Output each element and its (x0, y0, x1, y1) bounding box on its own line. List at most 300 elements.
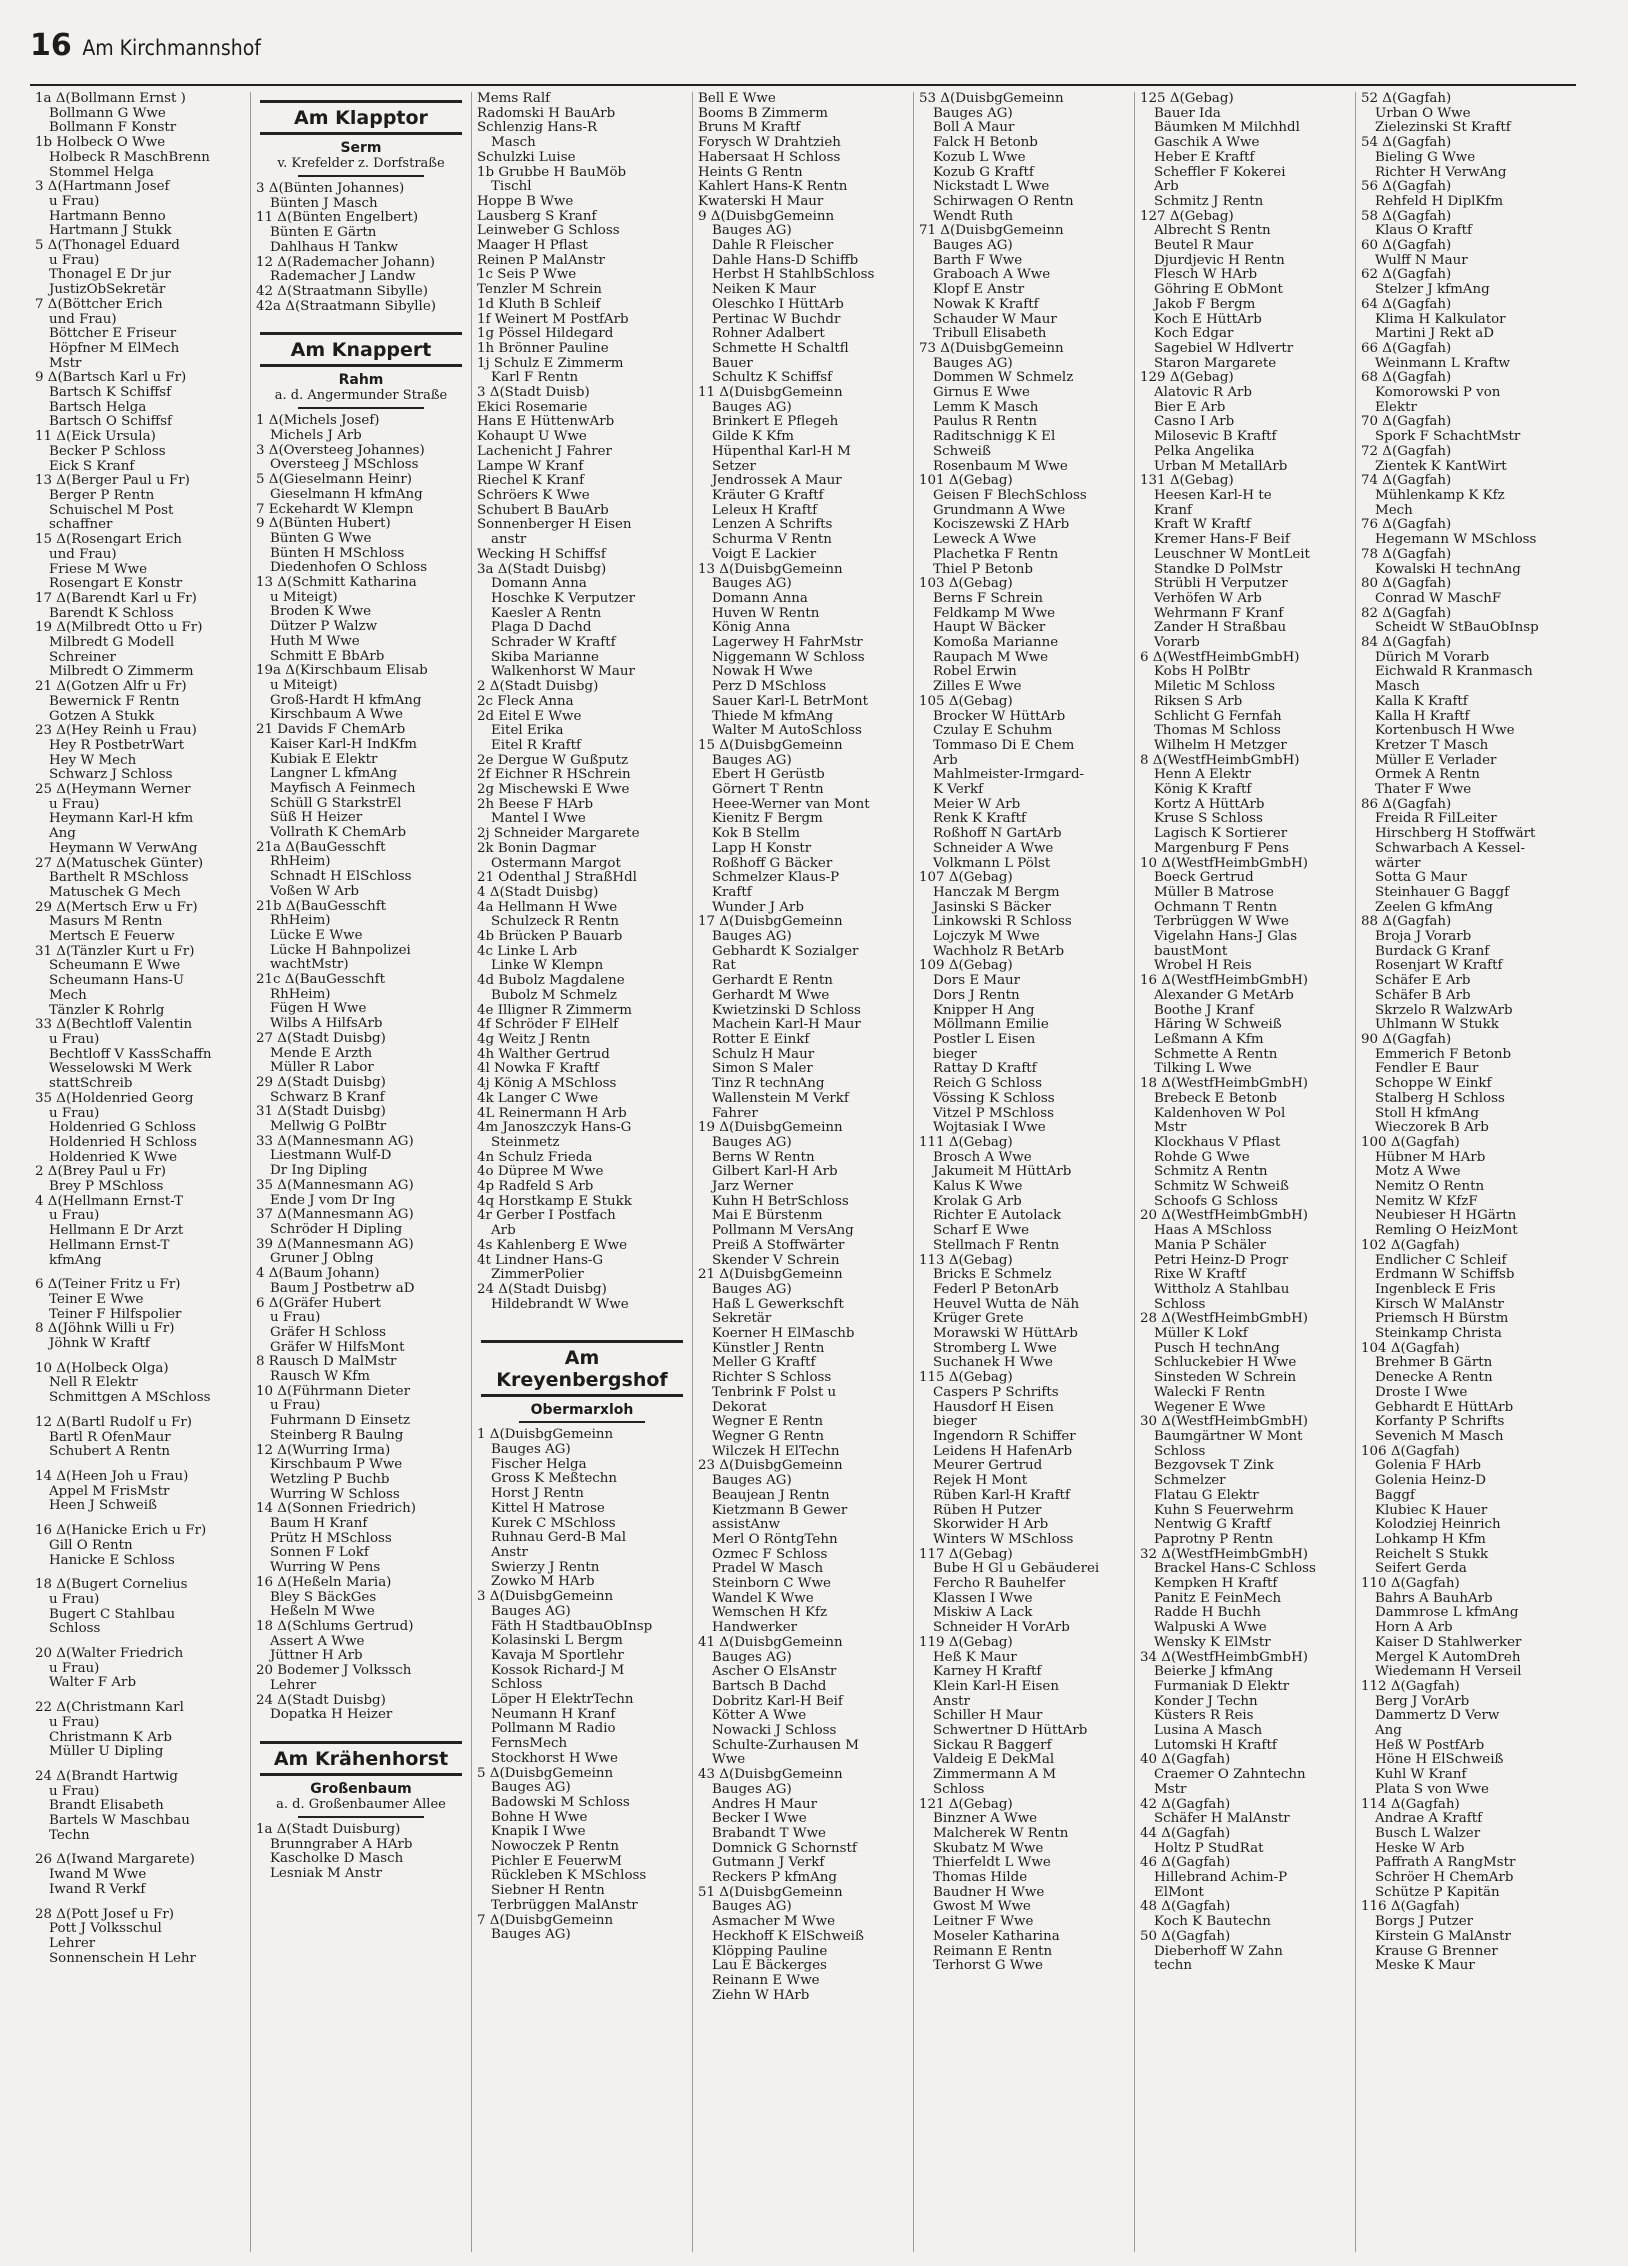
resident-entry: Bartl R OfenMaur (49, 1430, 171, 1445)
resident-entry: u Miteigt) (270, 678, 338, 693)
resident-entry: Baum J Postbetrw aD (270, 1281, 415, 1296)
house-entry: 43 Δ(DuisbgGemeinn (698, 1768, 843, 1783)
resident-entry: Rattay D Kraftf (933, 1062, 1037, 1077)
house-entry: 6 Δ(Gräfer Hubert (256, 1296, 381, 1311)
resident-entry: Bartsch Helga (49, 400, 147, 415)
resident-entry: Lenzen A Schrifts (712, 518, 833, 533)
resident-entry: ZimmerPolier (491, 1268, 584, 1283)
resident-entry: Postler L Eisen (933, 1033, 1036, 1047)
resident-entry: Dopatka H Heizer (270, 1708, 393, 1723)
house-entry: 1h Brönner Pauline (477, 341, 609, 356)
resident-entry: Meske K Maur (1375, 1959, 1475, 1974)
resident-entry: Milbredt G Modell (49, 636, 175, 651)
house-entry: Tenzler M Schrein (477, 283, 602, 298)
resident-entry: Bauges AG) (491, 1604, 571, 1619)
resident-entry: Klein Karl-H Eisen (933, 1679, 1059, 1694)
resident-entry: RhHeim) (270, 987, 331, 1002)
house-entry: 4k Langer C Wwe (477, 1091, 599, 1106)
resident-entry: Gräfer H Schloss (270, 1325, 386, 1340)
resident-entry: Bünten G Wwe (270, 531, 372, 546)
resident-entry: Jakob F Bergm (1154, 297, 1256, 312)
resident-entry: Bauer Ida (1154, 106, 1221, 121)
resident-entry: Thierfeldt L Wwe (933, 1856, 1051, 1871)
resident-entry: Bauges AG) (712, 1650, 792, 1665)
resident-entry: Schröer H ChemArb (1375, 1871, 1514, 1886)
resident-entry: Horn A Arb (1375, 1621, 1453, 1636)
resident-entry: Schauder W Maur (933, 312, 1057, 327)
resident-entry: Reich G Schloss (933, 1077, 1043, 1092)
resident-entry: Kalla K Kraftf (1375, 694, 1468, 709)
resident-entry: Walpuski A Wwe (1154, 1621, 1267, 1636)
house-entry: 37 Δ(Mannesmann AG) (256, 1208, 414, 1223)
resident-entry: Verhöfen W Arb (1154, 591, 1262, 606)
house-entry: 11 Δ(Bünten Engelbert) (256, 211, 419, 226)
resident-entry: Bauges AG) (712, 1135, 792, 1150)
directory-column (250, 92, 471, 2252)
resident-entry: Leleux H Kraftf (712, 503, 818, 518)
resident-entry: Gerhardt M Wwe (712, 988, 830, 1003)
house-entry: 39 Δ(Mannesmann AG) (256, 1237, 414, 1252)
resident-entry: Haas A MSchloss (1154, 1224, 1272, 1239)
resident-entry: Ozmec F Schloss (712, 1547, 828, 1562)
house-entry: 90 Δ(Gagfah) (1361, 1033, 1452, 1047)
resident-entry: Dahle Hans-D Schiffb (712, 253, 859, 268)
resident-entry: Künstler J Rentn (712, 1341, 825, 1356)
district-heading: Großenbaum (310, 1780, 412, 1797)
spacer (477, 1312, 687, 1322)
resident-entry: Gilbert Karl-H Arb (712, 1165, 838, 1180)
resident-entry: Kaiser Karl-H IndKfm (270, 737, 417, 752)
resident-entry: Broden K Wwe (270, 605, 372, 620)
house-entry: 6 Δ(Teiner Fritz u Fr) (35, 1278, 181, 1293)
resident-entry: Kaiser D Stahlwerker (1375, 1635, 1522, 1650)
resident-entry: Kok B Stellm (712, 827, 800, 842)
house-entry: Forysch W Drahtzieh (698, 136, 841, 151)
resident-entry: Handwerker (712, 1621, 798, 1636)
resident-entry: Erdmann W Schiffsb (1375, 1268, 1515, 1283)
resident-entry: Schäfer B Arb (1375, 988, 1471, 1003)
resident-entry: Thiede M kfmAng (712, 709, 834, 724)
page-header (30, 28, 261, 63)
resident-entry: Jüttner H Arb (270, 1649, 363, 1664)
resident-entry: Langner L kfmAng (270, 767, 398, 782)
house-entry: 4d Bubolz Magdalene (477, 974, 625, 989)
resident-entry: Kretzer T Masch (1375, 738, 1489, 753)
resident-entry: Wieczorek B Arb (1375, 1121, 1489, 1136)
resident-entry: Krolak G Arb (933, 1194, 1022, 1209)
house-entry: 21c Δ(BauGesschft (256, 973, 385, 988)
resident-entry: Elektr (1375, 400, 1417, 415)
resident-entry: Boeck Gertrud (1154, 871, 1254, 886)
directory-column (913, 92, 1134, 2252)
resident-entry: Malcherek W Rentn (933, 1826, 1069, 1841)
spacer (256, 314, 466, 324)
resident-entry: Holbeck R MaschBrenn (49, 150, 210, 165)
resident-entry: Haupt W Bäcker (933, 621, 1046, 636)
district-heading: Rahm (338, 372, 384, 389)
resident-entry: Wandel K Wwe (712, 1591, 814, 1606)
resident-entry: Burdack G Kranf (1375, 944, 1490, 959)
resident-entry: Bauges AG) (933, 106, 1013, 121)
resident-entry: Dützer P Walzw (270, 620, 378, 635)
resident-entry: Wurring W Schloss (270, 1487, 400, 1502)
resident-entry: Endlicher C Schleif (1375, 1253, 1507, 1268)
resident-entry: Suchanek H Wwe (933, 1356, 1053, 1371)
house-entry: 103 Δ(Gebag) (919, 577, 1013, 592)
house-entry: 7 Δ(DuisbgGemeinn (477, 1913, 614, 1928)
resident-entry: Nentwig G Kraftf (1154, 1518, 1271, 1533)
resident-entry: Kortenbusch H Wwe (1375, 724, 1515, 739)
resident-entry: Schüll G StarkstrEl (270, 796, 402, 811)
resident-entry: Hüpenthal Karl-H M (712, 444, 851, 459)
resident-entry: Ruhnau Gerd-B Mal (491, 1531, 627, 1546)
resident-entry: Paffrath A RangMstr (1375, 1856, 1516, 1871)
house-entry: 60 Δ(Gagfah) (1361, 239, 1452, 254)
house-entry: 21 Δ(Gotzen Alfr u Fr) (35, 680, 187, 695)
house-entry: Kwaterski H Maur (698, 194, 824, 209)
resident-entry: Kraftf (712, 885, 752, 900)
resident-entry: Kolasinski L Bergm (491, 1634, 623, 1649)
resident-entry: Hübner M HArb (1375, 1150, 1486, 1165)
resident-entry: Petri Heinz-D Progr (1154, 1253, 1289, 1268)
resident-entry: Girnus E Wwe (933, 386, 1030, 401)
resident-entry: Lagisch K Sortierer (1154, 827, 1288, 842)
resident-entry: Dekorat (712, 1400, 767, 1415)
resident-entry: Sonnen F Lokf (270, 1546, 369, 1561)
resident-entry: Schurma V Rentn (712, 533, 832, 548)
resident-entry: stattSchreib (49, 1077, 133, 1092)
house-entry: 111 Δ(Gebag) (919, 1135, 1013, 1150)
resident-entry: Vigelahn Hans-J Glas (1154, 930, 1298, 945)
resident-entry: Bube H Gl u Gebäuderei (933, 1562, 1100, 1577)
house-entry: 24 Δ(Brandt Hartwig (35, 1769, 179, 1784)
resident-entry: Fercho R Bauhelfer (933, 1577, 1066, 1592)
resident-entry: Neubieser H HGärtn (1375, 1209, 1517, 1224)
resident-entry: Brabandt T Wwe (712, 1826, 826, 1841)
resident-entry: Neiken K Maur (712, 283, 816, 298)
resident-entry: Hillebrand Achim-P (1154, 1871, 1288, 1886)
resident-entry: u Frau) (49, 1784, 100, 1799)
resident-entry: Klöpping Pauline (712, 1944, 828, 1959)
house-entry: 21a Δ(BauGesschft (256, 840, 386, 855)
resident-entry: Bauges AG) (712, 1282, 792, 1297)
house-entry: Wecking H Schiffsf (477, 547, 606, 562)
house-entry: 73 Δ(DuisbgGemeinn (919, 341, 1064, 356)
house-entry: 4m Janoszczyk Hans-G (477, 1121, 632, 1136)
resident-entry: Mstr (49, 356, 82, 371)
resident-entry: Stellmach F Rentn (933, 1238, 1060, 1253)
resident-entry: Djurdjevic H Rentn (1154, 253, 1285, 268)
resident-entry: Scharf E Wwe (933, 1224, 1030, 1239)
resident-entry: Böttcher E Friseur (49, 327, 177, 342)
resident-entry: Lohkamp H Kfm (1375, 1532, 1486, 1547)
house-entry: 112 Δ(Gagfah) (1361, 1679, 1460, 1694)
resident-entry: Jarz Werner (712, 1180, 794, 1195)
house-entry: 50 Δ(Gagfah) (1140, 1929, 1231, 1944)
resident-entry: Steinborn C Wwe (712, 1577, 831, 1592)
resident-entry: Appel M FrisMstr (49, 1484, 170, 1499)
resident-entry: Rosenbaum M Wwe (933, 459, 1068, 474)
house-entry: 23 Δ(DuisbgGemeinn (698, 1459, 843, 1474)
house-entry: 8 Δ(WestfHeimbGmbH) (1140, 753, 1300, 768)
resident-entry: Geisen F BlechSchloss (933, 488, 1087, 503)
resident-entry: Höne H ElSchweiß (1375, 1753, 1504, 1768)
resident-entry: Pertinac W Buchdr (712, 312, 841, 327)
resident-entry: Hey W Mech (49, 753, 137, 768)
resident-entry: Bauges AG) (933, 356, 1013, 371)
house-entry: 16 Δ(Hanicke Erich u Fr) (35, 1524, 207, 1539)
resident-entry: Schneider A Wwe (933, 841, 1054, 856)
house-entry: 102 Δ(Gagfah) (1361, 1238, 1460, 1253)
resident-entry: Renk K Kraftf (933, 812, 1026, 827)
resident-entry: Müller U Dipling (49, 1745, 164, 1760)
resident-entry: Kraft W Kraftf (1154, 518, 1251, 533)
house-entry: Kahlert Hans-K Rentn (698, 180, 848, 195)
resident-entry: Heß K Maur (933, 1650, 1017, 1665)
house-entry: 66 Δ(Gagfah) (1361, 341, 1452, 356)
house-entry: 51 Δ(DuisbgGemeinn (698, 1885, 843, 1900)
resident-entry: Barendt K Schloss (49, 606, 174, 621)
resident-entry: Kräuter G Kraftf (712, 488, 824, 503)
resident-entry: Dors J Rentn (933, 988, 1020, 1003)
resident-entry: Kittel H Matrose (491, 1501, 605, 1516)
resident-entry: Nemitz W KfzF (1375, 1194, 1478, 1209)
resident-entry: Baudner H Wwe (933, 1885, 1045, 1900)
house-entry: 44 Δ(Gagfah) (1140, 1826, 1231, 1841)
house-entry: 115 Δ(Gebag) (919, 1371, 1013, 1386)
resident-entry: Schmitt E BbArb (270, 649, 385, 664)
house-entry: Lausberg S Kranf (477, 209, 597, 224)
resident-entry: Schmittgen A MSchloss (49, 1391, 211, 1406)
resident-entry: Perz D MSchloss (712, 680, 827, 695)
resident-entry: Dommen W Schmelz (933, 371, 1074, 386)
resident-entry: Brebeck E Betonb (1154, 1091, 1277, 1106)
house-entry: 101 Δ(Gebag) (919, 474, 1013, 489)
resident-entry: Steinmetz (491, 1135, 560, 1150)
resident-entry: Zander H Straßbau (1154, 621, 1287, 636)
resident-entry: Zilles E Wwe (933, 680, 1022, 695)
resident-entry: Bieling G Wwe (1375, 150, 1476, 165)
house-entry: 4L Reinermann H Arb (477, 1106, 627, 1121)
resident-entry: Stoll H kfmAng (1375, 1106, 1480, 1121)
house-entry: 113 Δ(Gebag) (919, 1253, 1013, 1268)
resident-entry: Mania P Schäler (1154, 1238, 1266, 1253)
resident-entry: Urban O Wwe (1375, 106, 1471, 121)
resident-entry: Jasinski S Bäcker (933, 900, 1051, 915)
resident-entry: Kötter A Wwe (712, 1709, 807, 1724)
resident-entry: Vollrath K ChemArb (270, 826, 407, 841)
resident-entry: Schäfer E Arb (1375, 974, 1471, 989)
resident-entry: Rixe W Kraftf (1154, 1268, 1246, 1283)
house-entry: 4o Düpree M Wwe (477, 1165, 604, 1180)
house-entry: 4s Kahlenberg E Wwe (477, 1238, 627, 1253)
street-heading: Am Krähenhorst (260, 1741, 462, 1776)
resident-entry: Kwietzinski D Schloss (712, 1003, 861, 1018)
resident-entry: Oleschko I HüttArb (712, 297, 844, 312)
house-entry: 4b Brücken P Bauarb (477, 930, 623, 945)
resident-entry: Denecke A Rentn (1375, 1371, 1493, 1386)
resident-entry: Kobs H PolBtr (1154, 665, 1250, 680)
resident-entry: Schwarbach A Kessel- (1375, 841, 1526, 856)
resident-entry: Gotzen A Stukk (49, 709, 155, 724)
resident-entry: Mech (1375, 503, 1413, 518)
resident-entry: Pott J Volksschul (49, 1922, 162, 1937)
house-entry: 9 Δ(DuisbgGemeinn (698, 209, 835, 224)
resident-entry: Lehrer (49, 1936, 96, 1951)
resident-entry: Leßmann A Kfm (1154, 1033, 1264, 1047)
house-entry: 4 Δ(Stadt Duisbg) (477, 885, 599, 900)
resident-entry: anstr (491, 533, 527, 548)
directory-columns (30, 92, 1576, 2252)
resident-entry: Rüben H Putzer (933, 1503, 1042, 1518)
resident-entry: Nowoczek P Rentn (491, 1840, 620, 1855)
resident-entry: Schloss (491, 1678, 543, 1693)
resident-entry: u Frau) (49, 1033, 100, 1047)
resident-entry: Matuschek G Mech (49, 885, 181, 900)
resident-entry: Kirschbaum A Wwe (270, 708, 403, 723)
resident-entry: Beaujean J Rentn (712, 1488, 830, 1503)
house-entry: 9 Δ(Bünten Hubert) (256, 517, 391, 532)
resident-entry: Leweck A Wwe (933, 533, 1037, 548)
house-entry: Sonnenberger H Eisen (477, 518, 632, 533)
house-entry: 32 Δ(WestfHeimbGmbH) (1140, 1547, 1309, 1562)
resident-entry: Ochmann T Rentn (1154, 900, 1278, 915)
resident-entry: Jendrossek A Maur (712, 474, 842, 489)
resident-entry: Roßhoff G Bäcker (712, 856, 833, 871)
resident-entry: Richter H VerwAng (1375, 165, 1507, 180)
resident-entry: Preiß A Stoffwärter (712, 1238, 845, 1253)
resident-entry: Bünten H MSchloss (270, 546, 405, 561)
resident-entry: Korfanty P Schrifts (1375, 1415, 1505, 1430)
resident-entry: Riksen S Arb (1154, 694, 1243, 709)
house-entry: 74 Δ(Gagfah) (1361, 474, 1452, 489)
resident-entry: Friese M Wwe (49, 562, 148, 577)
house-entry: 42a Δ(Straatmann Sibylle) (256, 299, 436, 314)
resident-entry: Beutel R Maur (1154, 239, 1254, 254)
resident-entry: Weinmann L Kraftw (1375, 356, 1511, 371)
resident-entry: Kranf (1154, 503, 1192, 518)
house-entry: 71 Δ(DuisbgGemeinn (919, 224, 1064, 239)
resident-entry: Valdeig E DekMal (933, 1753, 1055, 1768)
resident-entry: Wendt Ruth (933, 209, 1014, 224)
resident-entry: Schmette A Rentn (1154, 1047, 1278, 1062)
resident-entry: Tenbrink F Polst u (712, 1385, 837, 1400)
resident-entry: Brunngraber A HArb (270, 1837, 413, 1852)
resident-entry: Priemsch H Bürstm (1375, 1312, 1509, 1327)
resident-entry: Rademacher J Landw (270, 270, 416, 285)
resident-entry: Rückleben K MSchloss (491, 1869, 647, 1884)
resident-entry: Bugert C Stahlbau (49, 1607, 176, 1622)
resident-entry: Bauges AG) (491, 1443, 571, 1458)
resident-entry: Linke W Klempn (491, 959, 604, 974)
house-entry: Hans E HüttenwArb (477, 415, 615, 430)
resident-entry: Asmacher M Wwe (712, 1915, 836, 1930)
resident-entry: Berns F Schrein (933, 591, 1043, 606)
house-entry: 4h Walther Gertrud (477, 1047, 610, 1062)
resident-entry: Fahrer (712, 1106, 758, 1121)
house-entry: 4c Linke L Arb (477, 944, 578, 959)
resident-entry: Berns W Rentn (712, 1150, 815, 1165)
resident-entry: Eitel Erika (491, 724, 564, 739)
house-entry: 16 Δ(Heßeln Maria) (256, 1575, 392, 1590)
resident-entry: K Verkf (933, 783, 984, 798)
resident-entry: Borgs J Putzer (1375, 1915, 1474, 1930)
resident-entry: Kascholke D Masch (270, 1852, 404, 1867)
resident-entry: Müller E Verlader (1375, 753, 1497, 768)
resident-entry: Morawski W HüttArb (933, 1327, 1078, 1342)
directory-column (692, 92, 913, 2252)
house-entry: 10 Δ(Führmann Dieter (256, 1384, 410, 1399)
resident-entry: Sotta G Maur (1375, 871, 1467, 886)
resident-entry: Schreiner (49, 650, 116, 665)
resident-entry: Lojczyk M Wwe (933, 930, 1040, 945)
resident-entry: Klima H Kalkulator (1375, 312, 1506, 327)
resident-entry: Bartels W Maschbau (49, 1814, 190, 1829)
resident-entry: u Frau) (49, 1661, 100, 1676)
house-entry: 18 Δ(Bugert Cornelius (35, 1578, 188, 1593)
resident-entry: Casno I Arb (1154, 415, 1235, 430)
house-entry: 21 Odenthal J StraßHdl (477, 871, 637, 886)
resident-entry: Moseler Katharina (933, 1929, 1060, 1944)
resident-entry: u Frau) (270, 1311, 321, 1326)
resident-entry: Baggf (1375, 1488, 1415, 1503)
house-entry: 4l Nowka F Kraftf (477, 1062, 599, 1077)
resident-entry: Teiner E Wwe (49, 1292, 144, 1307)
house-entry: 1a Δ(Bollmann Ernst ) (35, 92, 186, 106)
house-entry: 30 Δ(WestfHeimbGmbH) (1140, 1415, 1309, 1430)
house-entry: Kohaupt U Wwe (477, 430, 587, 445)
house-entry: 54 Δ(Gagfah) (1361, 136, 1452, 151)
house-entry: 14 Δ(Heen Joh u Frau) (35, 1469, 189, 1484)
resident-entry: Strübli H Verputzer (1154, 577, 1288, 592)
resident-entry: Kurek C MSchloss (491, 1516, 616, 1531)
resident-entry: assistAnw (712, 1518, 781, 1533)
resident-entry: und Frau) (49, 312, 117, 327)
house-entry: 109 Δ(Gebag) (919, 959, 1013, 974)
resident-entry: Pelka Angelika (1154, 444, 1255, 459)
resident-entry: Siebner H Rentn (491, 1884, 605, 1899)
resident-entry: Simon S Maler (712, 1062, 813, 1077)
resident-entry: Gebhardt E HüttArb (1375, 1400, 1514, 1415)
house-entry: 129 Δ(Gebag) (1140, 371, 1234, 386)
resident-entry: Plaga D Dachd (491, 621, 592, 636)
spacer (477, 1322, 687, 1332)
house-entry: Hoppe B Wwe (477, 194, 574, 209)
resident-entry: Holtz P StudRat (1154, 1841, 1264, 1856)
spacer (35, 1268, 245, 1278)
resident-entry: Mstr (1154, 1121, 1187, 1136)
resident-entry: Walter M AutoSchloss (712, 724, 862, 739)
resident-entry: Stalberg H Schloss (1375, 1091, 1505, 1106)
resident-entry: Mstr (1154, 1782, 1187, 1797)
resident-entry: Stelzer J kfmAng (1375, 283, 1490, 298)
house-entry: 19a Δ(Kirschbaum Elisab (256, 664, 428, 679)
resident-entry: u Frau) (49, 797, 100, 812)
resident-entry: Krause G Brenner (1375, 1944, 1498, 1959)
resident-entry: Schubert A Rentn (49, 1445, 171, 1460)
resident-entry: Iwand M Wwe (49, 1868, 147, 1883)
resident-entry: Kempken H Kraftf (1154, 1577, 1278, 1592)
resident-entry: Lau E Bäckerges (712, 1959, 827, 1974)
resident-entry: Scheumann E Wwe (49, 959, 181, 974)
resident-entry: Bley S BäckGes (270, 1590, 377, 1605)
house-entry: 110 Δ(Gagfah) (1361, 1577, 1460, 1592)
resident-entry: Teiner F Hilfspolier (49, 1307, 182, 1322)
resident-entry: Komorowski P von (1375, 386, 1501, 401)
resident-entry: Knapik I Wwe (491, 1825, 586, 1840)
resident-entry: Wojtasiak I Wwe (933, 1121, 1046, 1136)
resident-entry: Sickau R Baggerf (933, 1738, 1052, 1753)
